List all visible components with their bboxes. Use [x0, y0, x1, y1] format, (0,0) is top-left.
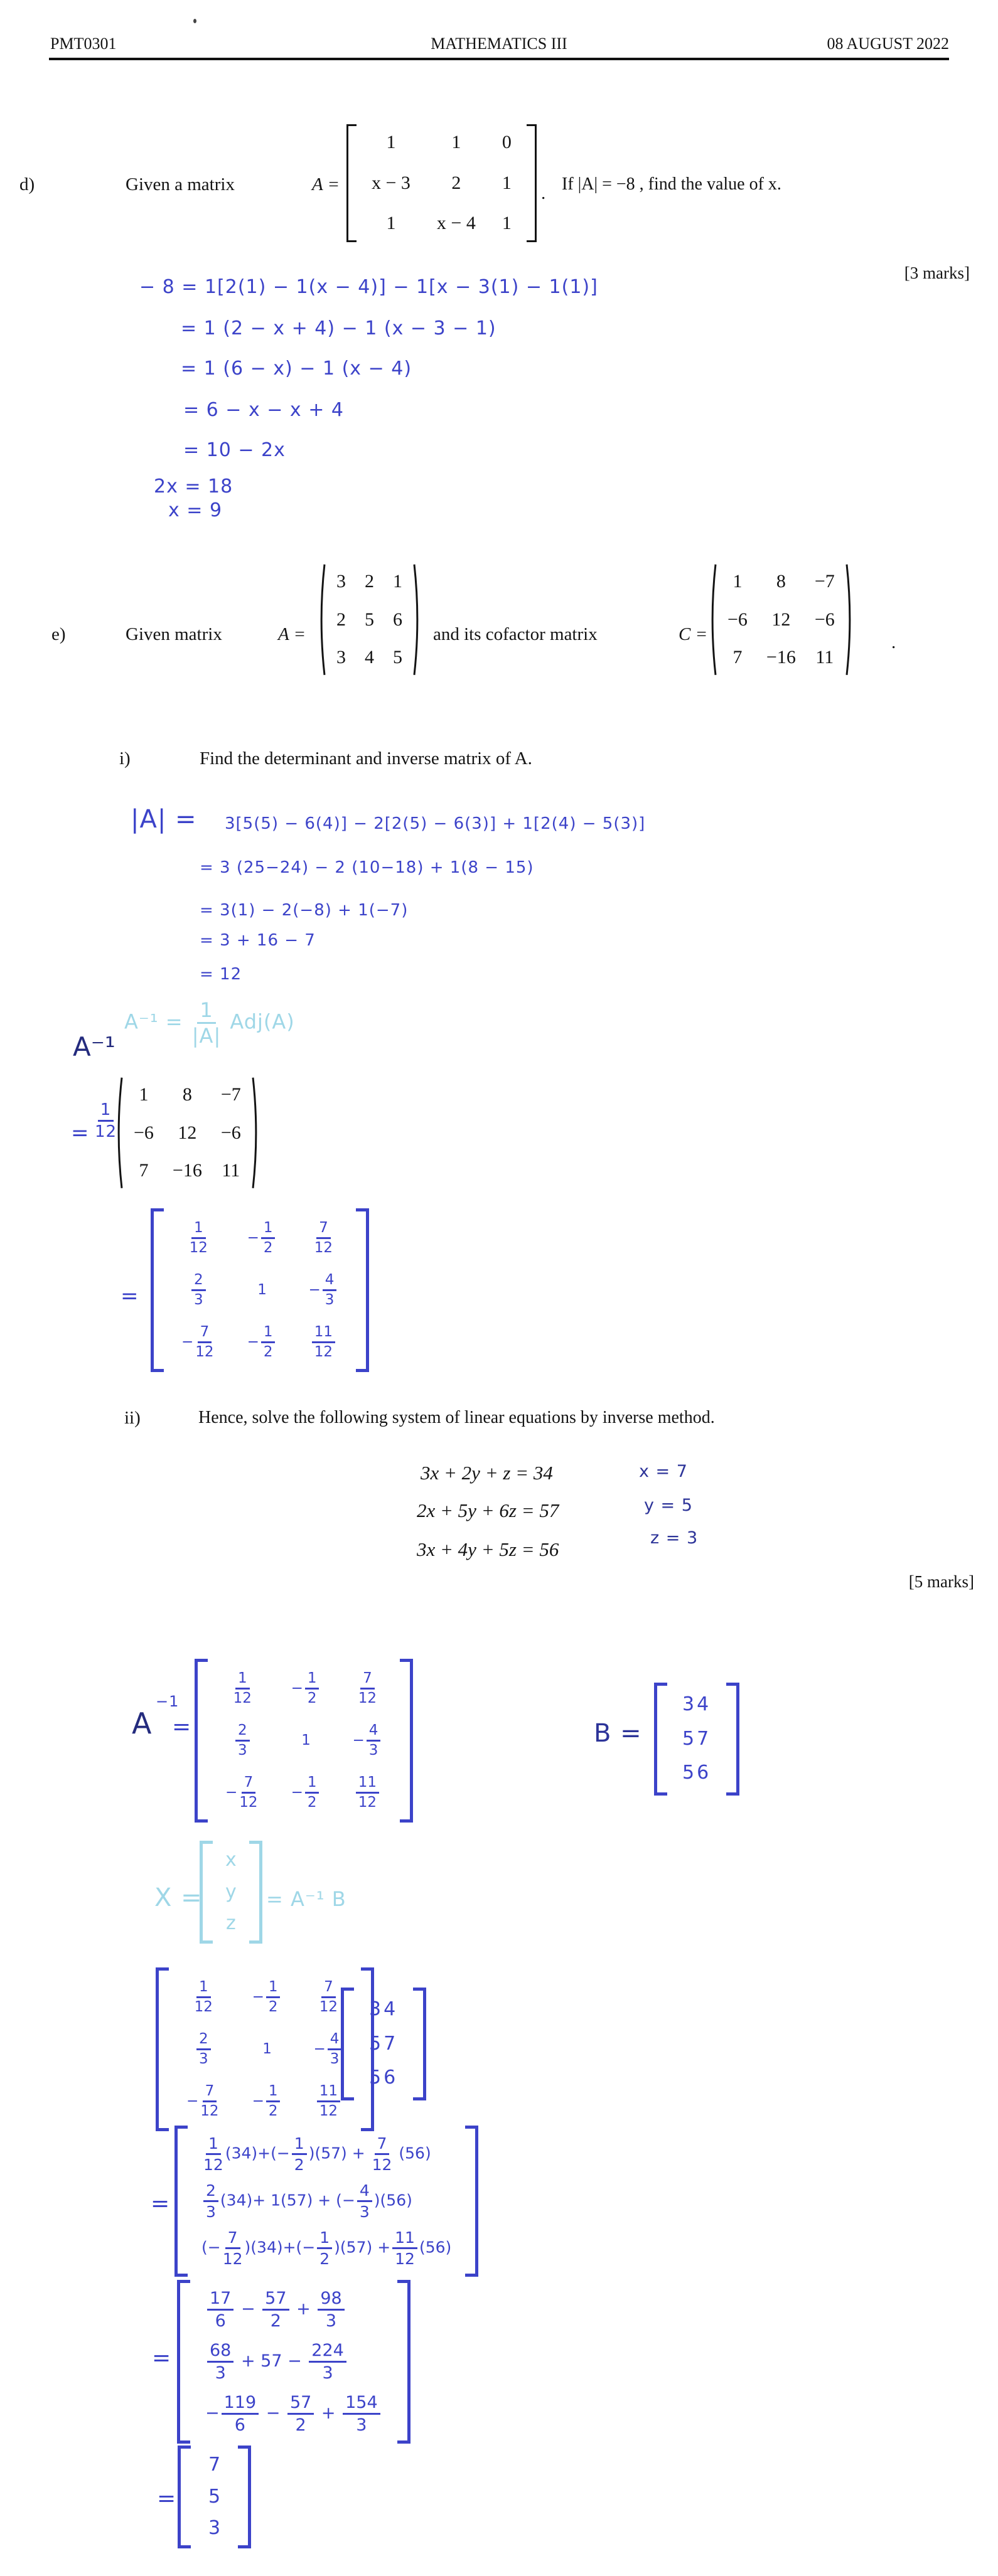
- matrix-cell: 56: [682, 1762, 712, 1784]
- fraction: $\frac{7}{12}$: [358, 1670, 377, 1706]
- step3-equals: =: [157, 2486, 177, 2511]
- fraction: $\frac{1}{12}$: [203, 2134, 223, 2174]
- matrix-cell: 2: [365, 571, 374, 592]
- right-paren: [251, 1075, 260, 1191]
- fraction: $\frac{2}{3}$: [203, 2183, 218, 2220]
- fraction: $\frac{1}{2}$: [292, 2136, 307, 2173]
- fraction: $\frac{154}{3}$: [343, 2394, 380, 2434]
- right-bracket: [249, 1841, 262, 1944]
- matrix-cell: 1: [502, 213, 512, 233]
- matrix-cell: $\frac{1}{12}$ (34)+(− $\frac{1}{2}$ )(57) + $\frac{7}{12}$ (56): [203, 2134, 431, 2174]
- left-bracket: [195, 1659, 208, 1823]
- fraction: $\frac{1}{2}$: [261, 1325, 276, 1360]
- matrix-A-question-e: [317, 562, 422, 678]
- matrix-cell: $\frac{2}{3}$ (34)+ 1(57) + (− $\frac{4}{3}$ )(56): [201, 2183, 412, 2220]
- matrix-cell: [233, 1723, 252, 1758]
- matrix-cell: 5: [208, 2485, 221, 2508]
- fraction: $\frac{11}{12}$: [317, 2084, 340, 2119]
- question-d-intro: Given a matrix: [126, 174, 235, 194]
- matrix-A-question-d: [346, 124, 537, 242]
- matrix-cell: −7: [220, 1084, 241, 1105]
- fraction: $\frac{4}{3}$: [323, 1273, 337, 1307]
- matrix-cell: [354, 1775, 381, 1810]
- fraction: $\frac{7}{12}$: [200, 2083, 219, 2119]
- question-d-matrix-lhs: A =: [312, 174, 340, 194]
- matrix-cell: 7: [732, 647, 743, 668]
- matrix-cell: 8: [182, 1084, 192, 1105]
- fraction: $\frac{1}{12}$: [233, 1670, 252, 1706]
- product-right-matrix: [341, 1988, 426, 2100]
- part-ii-label: ii): [124, 1408, 141, 1428]
- B-matrix: [654, 1683, 739, 1796]
- fraction: $\frac{4}{3}$: [328, 2032, 342, 2067]
- adjoint-matrix: [114, 1075, 260, 1191]
- matrix-cell: − $\frac{4}{3}$: [313, 2032, 343, 2067]
- d-solution-line-4: = 6 − x − x + 4: [183, 399, 344, 421]
- matrix-cell: 56: [369, 2067, 399, 2089]
- matrix-cell: −16: [766, 647, 796, 668]
- matrix-cell: 1: [451, 132, 461, 152]
- left-bracket: [200, 1841, 213, 1944]
- left-bracket: [156, 1967, 169, 2131]
- answer-y: y = 5: [644, 1496, 693, 1515]
- question-e-intro: Given matrix: [126, 624, 222, 644]
- inverse-equals-1: =: [71, 1120, 90, 1146]
- left-bracket: [346, 124, 357, 242]
- left-bracket: [177, 2280, 190, 2444]
- question-d-condition: If |A| = −8 , find the value of x.: [562, 174, 781, 194]
- matrix-cell: 34: [369, 1998, 399, 2020]
- det-line-3: = 3(1) − 2(−8) + 1(−7): [200, 901, 409, 920]
- fraction: $\frac{1}{12}$: [189, 1220, 208, 1256]
- matrix-cell: 57: [682, 1727, 712, 1750]
- equation-3: 3x + 4y + 5z = 56: [417, 1538, 559, 1560]
- d-solution-line-3: = 1 (6 − x) − 1 (x − 4): [181, 358, 412, 380]
- d-solution-line-6: 2x = 18: [154, 476, 233, 498]
- left-bracket: [151, 1208, 164, 1372]
- step2-equals: =: [152, 2345, 172, 2371]
- matrix-cell: 1: [732, 571, 743, 592]
- d-solution-line-2: = 1 (2 − x + 4) − 1 (x − 3 − 1): [181, 317, 496, 339]
- det-line-1: 3[5(5) − 6(4)] − 2[2(5) − 6(3)] + 1[2(4) − 5(3)]: [225, 814, 646, 833]
- question-d-period: .: [541, 183, 546, 203]
- left-bracket: [178, 2446, 191, 2548]
- right-bracket: [397, 2280, 410, 2444]
- left-bracket: [341, 1988, 354, 2100]
- matrix-cell: 12: [771, 609, 791, 630]
- matrix-cell: − $\frac{7}{12}$: [186, 2083, 219, 2119]
- d-solution-line-5: = 10 − 2x: [183, 439, 286, 461]
- matrix-cell: 34: [682, 1693, 712, 1715]
- part-ii-text: Hence, solve the following system of linear equations by inverse method.: [198, 1408, 715, 1427]
- matrix-cell: −6: [220, 1122, 241, 1143]
- det-line-2: = 3 (25−24) − 2 (10−18) + 1(8 − 15): [200, 858, 534, 877]
- right-paren: [412, 562, 422, 678]
- fraction: $\frac{2}{3}$: [191, 1273, 206, 1307]
- question-d-marks: [3 marks]: [904, 263, 970, 282]
- matrix-cell: x: [225, 1849, 237, 1871]
- matrix-cell: 5: [393, 647, 402, 668]
- right-paren: [845, 562, 854, 678]
- part-ii-marks: [5 marks]: [908, 1572, 974, 1591]
- matrix-cell: 1: [386, 213, 396, 233]
- matrix-cell: [357, 1671, 378, 1706]
- inverse-equals-2: =: [121, 1284, 139, 1309]
- header-rule: [49, 58, 949, 60]
- fraction: $\frac{1}{12}$: [194, 1979, 213, 2015]
- matrix-cell: 7: [139, 1160, 149, 1181]
- answer-x: x = 7: [639, 1462, 688, 1481]
- scan-artifact-dot: [193, 19, 196, 23]
- matrix-cell: − $\frac{1}{2}$: [252, 2084, 282, 2119]
- fraction: $\frac{1}{2}$: [266, 2084, 281, 2119]
- matrix-cell: z: [226, 1912, 236, 1934]
- fraction: $\frac{7}{12}$: [319, 1979, 338, 2015]
- fraction: $\frac{57}{2}$: [262, 2290, 289, 2329]
- fraction: $\frac{98}{3}$: [318, 2290, 344, 2329]
- matrix-cell: −6: [134, 1122, 154, 1143]
- matrix-cell: [195, 2032, 213, 2067]
- matrix-cell: −6: [727, 609, 748, 630]
- step1-expansion-matrix: [174, 2126, 478, 2277]
- left-bracket: [174, 2126, 188, 2277]
- matrix-cell: 7: [208, 2454, 221, 2476]
- matrix-cell: $\frac{68}{3}$ + 57 − $\frac{224}{3}$: [205, 2342, 348, 2382]
- matrix-cell: 11: [815, 647, 834, 668]
- matrix-cell: 8: [776, 571, 786, 592]
- X-label: X =: [154, 1883, 203, 1912]
- fraction: $\frac{4}{3}$: [357, 2183, 372, 2220]
- matrix-cell: 57: [369, 2032, 399, 2055]
- matrix-cell: − $\frac{119}{6}$ − $\frac{57}{2}$ + $\frac{154}{3}$: [205, 2394, 382, 2434]
- fraction: $\frac{11}{12}$: [356, 1775, 379, 1810]
- matrix-cell: 1: [301, 1732, 311, 1749]
- d-solution-line-1: − 8 = 1[2(1) − 1(x − 4)] − 1[x − 3(1) − 1(1)]: [139, 276, 598, 298]
- fraction: $\frac{1}{2}$: [317, 2230, 332, 2267]
- question-e-label: e): [51, 624, 66, 644]
- right-bracket: [465, 2126, 478, 2277]
- A-inverse-formula: A⁻¹ = $\frac{1}{|A|}$ Adj(A): [124, 998, 295, 1048]
- question-e-C-lhs: C =: [679, 624, 708, 644]
- fraction: $\frac{57}{2}$: [287, 2394, 314, 2434]
- right-bracket: [413, 1988, 426, 2100]
- matrix-cell: $\frac{17}{6}$ − $\frac{57}{2}$ + $\frac{98}{3}$: [205, 2290, 346, 2329]
- matrix-cell: − $\frac{4}{3}$: [352, 1723, 382, 1758]
- matrix-cell: − $\frac{1}{2}$: [291, 1775, 321, 1810]
- right-bracket: [400, 1659, 413, 1823]
- fraction: $\frac{1}{|A|}$: [191, 998, 222, 1048]
- matrix-cell: 3: [208, 2517, 221, 2539]
- cofactor-matrix-C: [708, 562, 854, 678]
- question-e-A-lhs: A =: [278, 624, 306, 644]
- matrix-cell: 1: [257, 1282, 267, 1299]
- step2-fraction-sum-matrix: [177, 2280, 410, 2444]
- fraction: $\frac{4}{3}$: [367, 1723, 381, 1758]
- fraction: $\frac{68}{3}$: [207, 2342, 233, 2382]
- question-e-period: .: [891, 632, 896, 652]
- fraction: $\frac{1}{12}$: [95, 1100, 117, 1141]
- matrix-cell: y: [225, 1880, 237, 1903]
- fraction: $\frac{7}{12}$: [195, 1324, 214, 1360]
- step1-equals: =: [151, 2191, 171, 2217]
- matrix-cell: 5: [365, 609, 374, 630]
- final-answer-matrix: [178, 2446, 251, 2548]
- matrix-cell: [188, 1221, 210, 1255]
- equation-2: 2x + 5y + 6z = 57: [417, 1499, 559, 1521]
- fraction: $\frac{1}{2}$: [261, 1221, 276, 1255]
- matrix-cell: − $\frac{4}{3}$: [308, 1273, 338, 1307]
- matrix-cell: 2: [336, 609, 346, 630]
- matrix-cell: 0: [502, 132, 512, 152]
- matrix-cell: [190, 1273, 208, 1307]
- matrix-cell: [310, 1325, 337, 1360]
- matrix-cell: [318, 1980, 340, 2014]
- inverse-matrix-fractions: [151, 1208, 369, 1372]
- det-line-5: = 12: [200, 965, 242, 984]
- right-bracket: [238, 2446, 251, 2548]
- question-e-middle-text: and its cofactor matrix: [433, 624, 598, 644]
- matrix-cell: [232, 1671, 254, 1706]
- matrix-cell: [313, 1221, 335, 1255]
- matrix-cell: 6: [393, 609, 402, 630]
- matrix-cell: 2: [451, 172, 461, 193]
- matrix-cell: [193, 1980, 215, 2014]
- matrix-cell: −6: [814, 609, 835, 630]
- right-bracket: [356, 1208, 369, 1372]
- matrix-cell: 1: [139, 1084, 149, 1105]
- matrix-cell: 1: [393, 571, 402, 592]
- part-i-text: Find the determinant and inverse matrix of A.: [200, 748, 532, 769]
- fraction: $\frac{17}{6}$: [207, 2290, 233, 2329]
- matrix-cell: − $\frac{7}{12}$: [225, 1774, 258, 1811]
- matrix-cell: x − 4: [436, 213, 476, 233]
- matrix-cell: 12: [178, 1122, 197, 1143]
- matrix-cell: −7: [814, 571, 835, 592]
- A-inverse-superscript: −1: [156, 1693, 180, 1710]
- matrix-cell: x − 3: [372, 172, 410, 193]
- left-paren: [708, 562, 717, 678]
- fraction: $\frac{1}{2}$: [266, 1980, 281, 2014]
- A-inverse-matrix: [195, 1659, 413, 1823]
- fraction: $\frac{2}{3}$: [196, 2032, 211, 2067]
- matrix-cell: − $\frac{7}{12}$: [181, 1324, 214, 1360]
- matrix-cell: 1: [386, 132, 396, 152]
- fraction: $\frac{11}{12}$: [392, 2230, 417, 2267]
- matrix-cell: (− $\frac{7}{12}$ )(34)+(− $\frac{1}{2}$ )(57) + $\frac{11}{12}$ (56): [201, 2228, 452, 2268]
- xyz-column-matrix: [200, 1841, 262, 1944]
- fraction: $\frac{7}{12}$: [372, 2134, 392, 2174]
- det-A-lhs: |A| =: [131, 805, 197, 834]
- fraction: $\frac{11}{12}$: [312, 1325, 335, 1360]
- fraction: $\frac{7}{12}$: [239, 1774, 258, 1811]
- header-date: 08 AUGUST 2022: [827, 35, 949, 53]
- matrix-cell: 11: [222, 1160, 240, 1181]
- left-bracket: [654, 1683, 667, 1796]
- matrix-cell: − $\frac{1}{2}$: [252, 1980, 282, 2014]
- matrix-cell: − $\frac{1}{2}$: [247, 1325, 277, 1360]
- header-title: MATHEMATICS III: [431, 35, 567, 53]
- fraction: $\frac{1}{2}$: [305, 1775, 319, 1810]
- fraction: $\frac{224}{3}$: [309, 2342, 346, 2382]
- A-inverse-heading: A⁻¹: [73, 1031, 115, 1062]
- matrix-cell: 4: [365, 647, 374, 668]
- left-paren: [114, 1075, 124, 1191]
- matrix-cell: −16: [172, 1160, 202, 1181]
- fraction: $\frac{2}{3}$: [235, 1723, 250, 1758]
- header-course-code: PMT0301: [50, 35, 117, 53]
- det-line-4: = 3 + 16 − 7: [200, 931, 316, 950]
- answer-z: z = 3: [650, 1528, 699, 1548]
- X-equals-AinvB: = A⁻¹ B: [266, 1887, 346, 1911]
- right-bracket: [527, 124, 537, 242]
- equation-1: 3x + 2y + z = 34: [421, 1462, 553, 1484]
- right-bracket: [726, 1683, 739, 1796]
- matrix-cell: − $\frac{1}{2}$: [291, 1671, 321, 1706]
- A-inverse-base: A: [132, 1706, 152, 1740]
- fraction: $\frac{1}{2}$: [305, 1671, 319, 1706]
- matrix-cell: [315, 2084, 342, 2119]
- matrix-cell: 1: [262, 2041, 272, 2058]
- part-i-label: i): [119, 748, 131, 769]
- fraction: $\frac{7}{12}$: [222, 2228, 243, 2268]
- A-inverse-equals: =: [172, 1714, 192, 1740]
- matrix-cell: 1: [502, 172, 512, 193]
- fraction: $\frac{7}{12}$: [314, 1220, 333, 1256]
- fraction: $\frac{119}{6}$: [222, 2394, 259, 2434]
- question-d-label: d): [19, 174, 35, 194]
- matrix-cell: − $\frac{1}{2}$: [247, 1221, 277, 1255]
- B-label: B =: [594, 1719, 642, 1748]
- matrix-cell: 3: [336, 647, 346, 668]
- left-paren: [317, 562, 326, 678]
- matrix-cell: 3: [336, 571, 346, 592]
- d-solution-line-7: x = 9: [168, 499, 223, 521]
